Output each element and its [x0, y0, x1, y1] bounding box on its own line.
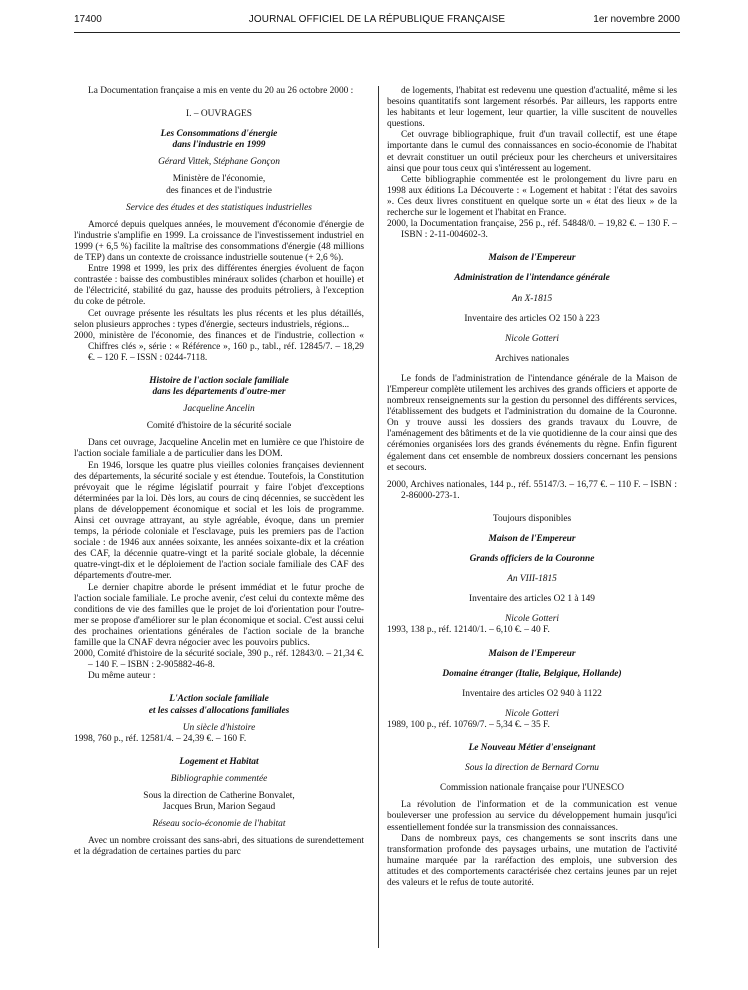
- book-author: Nicole Gotteri: [505, 708, 559, 719]
- entry-intendance: [387, 253, 677, 502]
- book-direction: Sous la direction de Catherine Bonvalet, Jacques Brun, Marion Segaud: [143, 790, 295, 813]
- intro-text: La Documentation française a mis en vente du 20 au 26 octobre 2000 :: [88, 86, 354, 96]
- house-heading: Maison de l'Empereur: [488, 534, 576, 544]
- book-reference: 2000, la Documentation française, 256 p., réf. 54848/0. – 19,82 €. – 130 F. – ISBN : 2-11-004602-3.: [387, 219, 677, 241]
- section-heading: I. – OUVRAGES: [186, 109, 252, 120]
- book-author: Nicole Gotteri: [505, 614, 559, 625]
- book-paragraph: Amorcé depuis quelques années, le mouvement d'économie d'énergie de l'industrie s'amplifie en 1999. La croissance de l'investissement industriel en 1999 (+ 6,5 %) facilite la maîtrise des consommations d'énergie (48 millions de TEP) dans un contexte de croissance industrielle soutenue (+ 2,6 %).: [74, 219, 364, 264]
- page-number: 17400: [74, 14, 102, 25]
- book-title: Grands officiers de la Couronne: [469, 554, 595, 565]
- book-paragraph: Dans cet ouvrage, Jacqueline Ancelin met en lumière ce que l'histoire de l'action sociale familiale a de particulier dans les DOM.: [74, 438, 364, 460]
- book-title: Logement et Habitat: [179, 756, 259, 767]
- left-column: [74, 86, 364, 858]
- book-title: Histoire de l'action sociale familiale dans les départements d'outre-mer: [149, 375, 289, 398]
- book-reference: 1993, 138 p., réf. 12140/1. – 6,10 €. – 40 F.: [387, 625, 550, 636]
- book-reference: 2000, ministère de l'économie, des finances et de l'industrie, collection « Chiffres clés », série : « Référence », 160 p., tabl., réf. 12845/7. – 18,29 €. – 120 F. – ISSN : 0244-7118.: [74, 330, 364, 363]
- entry-energy: [74, 129, 364, 364]
- book-paragraph: La révolution de l'information et de la communication est venue bouleverser une profession au service du développement humain jusqu'ici essentiellement fondée sur la transmission des connaissances.: [387, 800, 677, 833]
- book-publisher: Comité d'histoire de la sécurité sociale: [146, 421, 292, 432]
- book-title: Le Nouveau Métier d'enseignant: [468, 743, 596, 754]
- book-reference: 1998, 760 p., réf. 12581/4. – 24,39 €. – 160 F.: [74, 733, 247, 744]
- still-available-heading: Toujours disponibles: [492, 513, 572, 524]
- book-direction: Sous la direction de Bernard Cornu: [465, 763, 599, 774]
- book-author: Nicole Gotteri: [505, 333, 559, 344]
- book-title: L'Action sociale familiale et les caisses d'allocations familiales: [148, 694, 290, 716]
- entry-domaine-etranger: [387, 649, 677, 731]
- entry-teaching: [387, 743, 677, 889]
- page-header: [74, 14, 680, 28]
- book-inventory: Inventaire des articles O2 150 à 223: [464, 313, 600, 324]
- book-title: Domaine étranger (Italie, Belgique, Hollande): [442, 668, 622, 679]
- book-paragraph: En 1946, lorsque les quatre plus vieilles colonies françaises deviennent des départements, la sécurité sociale y est étendue. Toutefois, la Constitution prévoyait que le régime législatif pourrait y faire l'objet d'exceptions déterminées par la loi. Dès lors, au cours de cinq décennies, se succèdent les plans de développement économique et social et les lois de programme. Ainsi cet ouvrage attrayant, au style agréable, évoque, dans un premier temps, la période coloniale et l'esclavage, puis les premiers pas de l'action sociale : de 1946 aux années soixante, les années soixante-dix et la création des CAF, la décennie quatre-vingt et la parité sociale globale, la décennie quatre-vingt-dix et le déploiement de l'action sociale familiale des CAF des départements d'outre-mer.: [74, 460, 364, 582]
- book-publisher: Archives nationales: [494, 353, 570, 364]
- book-publisher: Commission nationale française pour l'UNESCO: [440, 783, 624, 794]
- book-publisher: Ministère de l'économie, des finances et de l'industrie: [166, 174, 272, 196]
- book-subtitle: Un siècle d'histoire: [182, 722, 256, 733]
- book-service: Service des études et des statistiques industrielles: [126, 202, 312, 213]
- book-title: Administration de l'intendance générale: [454, 273, 610, 284]
- book-series: An VIII-1815: [507, 574, 557, 585]
- entry-grands-officiers: [387, 534, 677, 637]
- entry-housing-continued: [387, 86, 677, 241]
- house-heading: Maison de l'Empereur: [488, 253, 576, 264]
- entry-caf: [74, 694, 364, 744]
- entry-social-action: [74, 376, 364, 682]
- book-authors: Gérard Vittek, Stéphane Gonçon: [158, 157, 280, 168]
- book-author: Jacqueline Ancelin: [183, 404, 255, 415]
- issue-date: 1er novembre 2000: [593, 14, 680, 25]
- journal-title: JOURNAL OFFICIEL DE LA RÉPUBLIQUE FRANÇAISE: [248, 14, 506, 25]
- book-reference: 2000, Archives nationales, 144 p., réf. 55147/3. – 16,77 €. – 110 F. – ISBN : 2-86000-273-1.: [387, 479, 677, 501]
- book-inventory: Inventaire des articles O2 1 à 149: [469, 594, 595, 605]
- book-paragraph: Avec un nombre croissant des sans-abri, des situations de surendettement et la dégradation de certaines parties du parc: [74, 836, 364, 858]
- book-paragraph: Cet ouvrage bibliographique, fruit d'un travail collectif, est une étape importante dans le cumul des connaissances en socio-économie de l'habitat et devrait constituer un outil précieux pour les chercheurs et universitaires ainsi que pour tous ceux qui s'intéressent au logement.: [387, 130, 677, 174]
- book-title: Les Consommations d'énergie dans l'industrie en 1999: [160, 129, 278, 151]
- header-rule: [74, 32, 680, 33]
- book-paragraph: Dans de nombreux pays, ces changements se sont inscrits dans une transformation profonde des paysages urbains, une mutation de l'activité humaine marquée par la raréfaction des emplois, une subversion des attitudes et des comportements caractérisée chez certains jeunes par un rejet des valeurs et le refus de toute autorité.: [387, 833, 677, 888]
- book-reference: 2000, Comité d'histoire de la sécurité sociale, 390 p., réf. 12843/0. – 21,34 €. – 140 F. – ISBN : 2-905882-46-8.: [74, 649, 364, 671]
- book-network: Réseau socio-économie de l'habitat: [152, 819, 286, 830]
- book-paragraph: Entre 1998 et 1999, les prix des différentes énergies évoluent de façon contrastée : baisse des combustibles minéraux solides (charbon et houille) et de l'électricité, stabilité du gaz, hausse des produits pétroliers, à l'exception du coke de pétrole.: [74, 264, 364, 308]
- house-heading: Maison de l'Empereur: [488, 648, 576, 659]
- right-column: [387, 86, 677, 889]
- column-divider: [378, 86, 379, 948]
- book-paragraph: Cet ouvrage présente les résultats les plus récents et les plus détaillés, selon plusieurs approches : types d'énergie, secteurs industriels, régions...: [74, 308, 364, 330]
- same-author-label: Du même auteur :: [88, 671, 156, 682]
- book-subtitle: Bibliographie commentée: [170, 773, 268, 784]
- book-reference: 1989, 100 p., réf. 10769/7. – 5,34 €. – 35 F.: [387, 719, 550, 730]
- book-paragraph: de logements, l'habitat est redevenu une question d'actualité, même si les besoins quantitatifs sont largement résorbés. Par ailleurs, les rapports entre les habitants et leur logement, leur quartier, la ville suscitent de nouvelles questions.: [387, 86, 677, 130]
- book-paragraph: Cette bibliographie commentée est le prolongement du livre paru en 1998 aux éditions La Découverte : « Logement et habitat : l'état des savoirs ». Ces deux livres constituent en quelque sorte un « état des lieux » de la recherche sur le logement et l'habitat en France.: [387, 174, 677, 219]
- book-paragraph: Le dernier chapitre aborde le présent immédiat et le futur proche de l'action sociale familiale. Le proche avenir, c'est celui du contexte même des conditions de vie des familles que le projet de loi d'orientation pour l'outre-mer se propose d'améliorer sur le plan économique et social. C'est aussi celui des prochaines orientations générales de l'action sociale de la branche famille que la CNAF devra négocier avec les pouvoirs publics.: [74, 582, 364, 649]
- book-inventory: Inventaire des articles O2 940 à 1122: [462, 688, 602, 699]
- entry-housing: [74, 757, 364, 859]
- book-series: An X-1815: [511, 293, 553, 304]
- book-paragraph: Le fonds de l'administration de l'intendance générale de la Maison de l'Empereur complète utilement les archives des grands officiers et apporte de nombreux renseignements sur la gestion du personnel des différents services, l'établissement des budgets et l'administration du domaine de la Couronne. On y trouve aussi les dossiers des grands travaux du Louvre, de l'aménagement des bâtiments et de la vie quotidienne de la cour ainsi que des cérémonies organisées lors des grands événements du règne. Enfin figurent également dans cet ensemble de nombreux dossiers concernant les pensions et secours.: [387, 373, 677, 473]
